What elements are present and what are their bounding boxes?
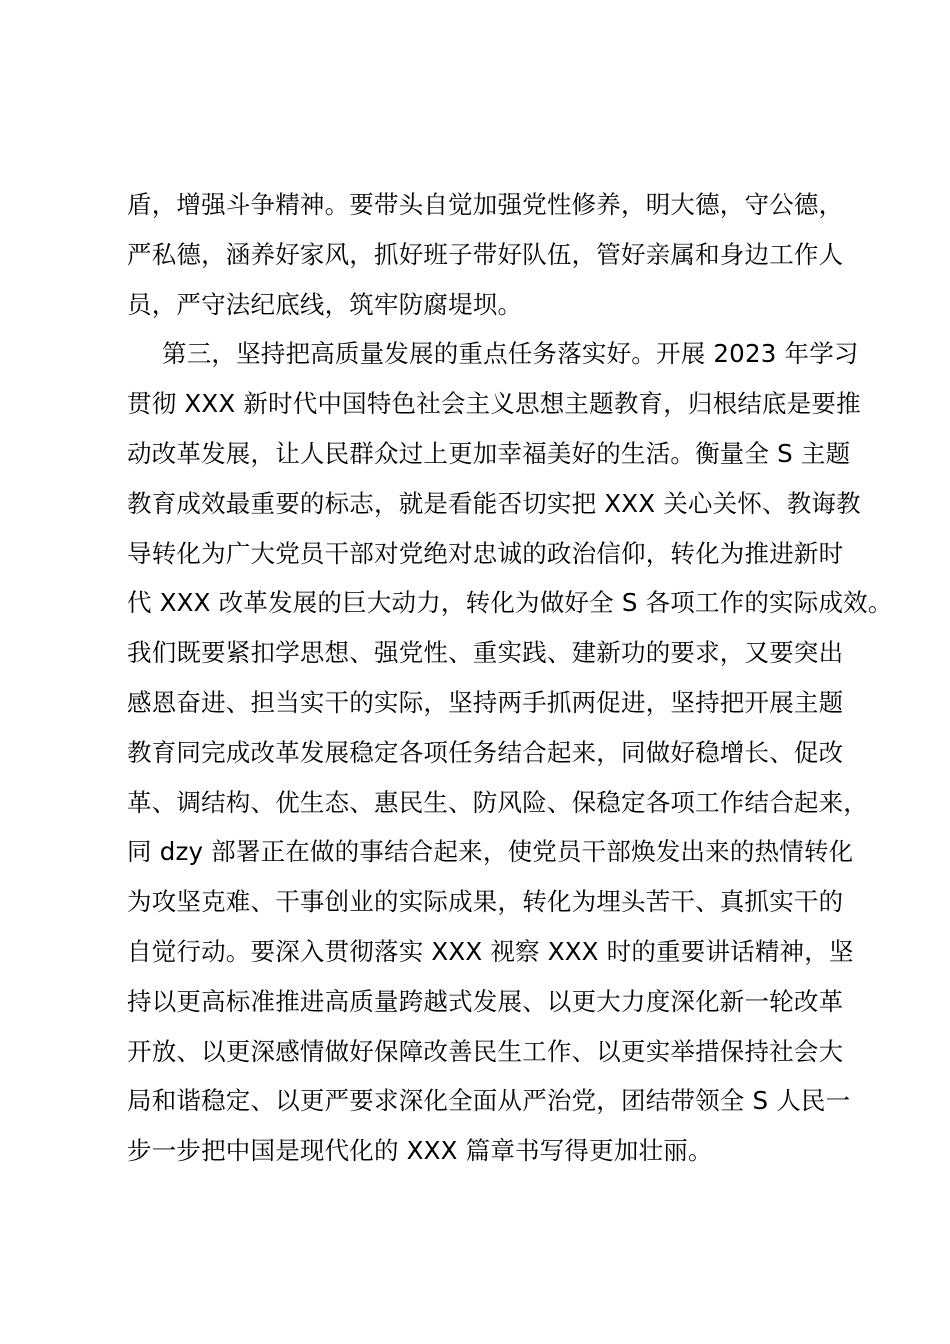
text-line-5: 贯彻 XXX 新时代中国特色社会主义思想主题教育，归根结底是要推 [127, 389, 861, 419]
text-line-4: 第三，坚持把高质量发展的重点任务落实好。开展 2023 年学习 [162, 339, 859, 369]
body-text [127, 180, 893, 1176]
text-line-20: 步一步把中国是现代化的 XXX 篇章书写得更加壮丽。 [127, 1136, 713, 1166]
text-line-8: 导转化为广大党员干部对党绝对忠诚的政治信仰，转化为推进新时 [127, 538, 844, 568]
text-line-7: 教育成效最重要的标志，就是看能否切实把 XXX 关心关怀、教诲教 [127, 488, 861, 518]
text-line-9: 代 XXX 改革发展的巨大动力，转化为做好全 S 各项工作的实际成效。 [127, 588, 893, 618]
text-line-16: 自觉行动。要深入贯彻落实 XXX 视察 XXX 时的重要讲话精神，坚 [127, 936, 854, 966]
text-line-18: 开放、以更深感情做好保障改善民生工作、以更实举措保持社会大 [127, 1036, 844, 1066]
text-line-19: 局和谐稳定、以更严要求深化全面从严治党，团结带领全 S 人民一 [127, 1086, 851, 1116]
text-line-11: 感恩奋进、担当实干的实际，坚持两手抓两促进，坚持把开展主题 [127, 687, 844, 717]
text-line-14: 同 dzy 部署正在做的事结合起来，使党员干部焕发出来的热情转化 [127, 837, 854, 867]
text-line-6: 动改革发展，让人民群众过上更加幸福美好的生活。衡量全 S 主题 [127, 438, 851, 468]
text-line-1: 盾，增强斗争精神。要带头自觉加强党性修养，明大德，守公德， [127, 190, 844, 219]
text-line-3: 员，严守法纪底线，筑牢防腐堤坝。 [127, 289, 523, 319]
text-line-10: 我们既要紧扣学思想、强党性、重实践、建新功的要求，又要突出 [127, 638, 844, 668]
text-line-12: 教育同完成改革发展稳定各项任务结合起来，同做好稳增长、促改 [127, 737, 844, 767]
text-line-15: 为攻坚克难、干事创业的实际成果，转化为埋头苦干、真抓实干的 [127, 887, 844, 917]
text-line-2: 严私德，涵养好家风，抓好班子带好队伍，管好亲属和身边工作人 [127, 239, 844, 269]
text-line-13: 革、调结构、优生态、惠民生、防风险、保稳定各项工作结合起来， [127, 787, 868, 817]
text-line-17: 持以更高标准推进高质量跨越式发展、以更大力度深化新一轮改革 [127, 986, 844, 1016]
